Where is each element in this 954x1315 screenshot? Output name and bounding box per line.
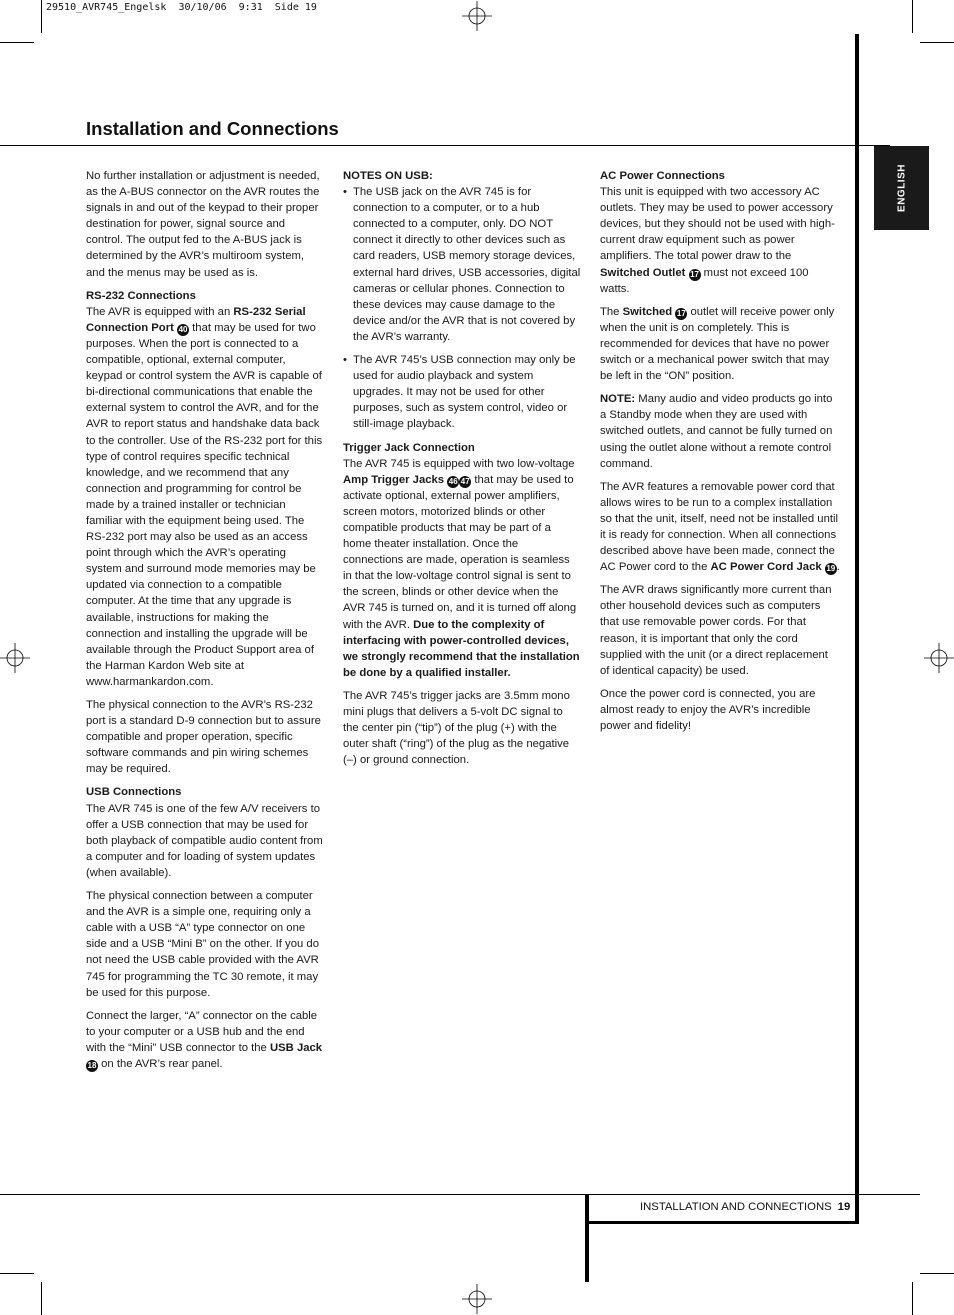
crop-mark: [920, 1273, 954, 1274]
paragraph: The AVR draws significantly more current than other household devices such as computers that use removable power cords. For that reason, it is important that only the cord supplied with the unit (or a direct replacement of identical capacity) be used.: [600, 584, 832, 677]
crop-mark: [0, 42, 34, 43]
footer-bar: [585, 1194, 589, 1282]
running-footer: [640, 1201, 850, 1213]
footer-bar: [585, 1221, 859, 1224]
paragraph: The AVR is equipped with an RS-232 Serial Connection Port 40 that may be used for two purposes. When the port is connected to a compatible, optional, external computer, keypad or control system the AVR is capable of bi-directional communications that enable the external system to control the AVR, and for the AVR to report status and handshake data back to the controller. Use of the RS-232 port for this type of control requires specific technical knowledge, and we recommend that any connection and programming for control be made by a trained installer or technician familiar with the equipment being used. The RS-232 port may also be used as an access point through which the AVR’s operating system and surround mode memories may be updated via connection to a compatible computer. At the time that any upgrade is available, instructions for making the connection and installing the upgrade will be available through the Product Support area of the Harman Kardon Web site at www.harmankardon.com.: [86, 305, 323, 688]
callout-number: 17: [690, 269, 699, 279]
crop-mark: [0, 1273, 34, 1274]
footer-label: INSTALLATION AND CONNECTIONS: [640, 1201, 832, 1213]
crop-mark: [912, 0, 913, 33]
paragraph: Once the power cord is connected, you are almost ready to enjoy the AVR’s incredible power and fidelity!: [600, 687, 816, 732]
crop-mark: [41, 1282, 42, 1315]
registration-mark: [0, 643, 30, 673]
callout-number: 19: [826, 564, 836, 574]
text-column-1: [86, 168, 324, 1079]
text-column-2: [343, 168, 581, 775]
callout-number: 17: [676, 308, 686, 318]
paragraph: The AVR 745’s trigger jacks are 3.5mm mono mini plugs that delivers a 5-volt DC signal to the center pin (“tip”) of the plug (+) with the outer shaft (“ring”) of the plug as the negative (–) or ground connection.: [343, 689, 570, 767]
callout-number: 18: [87, 1060, 97, 1070]
paragraph: The AVR features a removable power cord that allows wires to be run to a complex installation so that the unit, itself, need not be installed until it is ready for connection. When all connections described above have been made, connect the AC Power cord to the AC Power Cord Jack 19 .: [600, 480, 840, 574]
language-tab: [874, 146, 929, 230]
section-heading-usb: USB Connections: [86, 786, 182, 799]
registration-mark: [462, 1284, 492, 1314]
crop-mark: [41, 0, 42, 33]
paragraph: The AVR 745 is equipped with two low-voltage Amp Trigger Jacks 46 47 that may be used to activate optional, external power amplifiers, screen motors, motorized blinds or other compatible products that may be part of a home theater installation. Once the connections are made, operation is seamless in that the low-voltage control signal is sent to the screen, blinds or other device when the AVR 745 is turned on, and it is turned off along with the AVR. Due to the complexity of interfacing with power-controlled devices, we strongly recommend that the installation be done by a qualified installer.: [343, 457, 580, 679]
paragraph: NOTE: Many audio and video products go into a Standby mode when they are used with switched outlets, and cannot be fully turned on using the outlet alone without a remote control command.: [600, 393, 833, 470]
callout-number: 46: [448, 476, 458, 486]
page-number: 19: [837, 1201, 851, 1213]
paragraph: This unit is equipped with two accessory AC outlets. They may be used to power accessory devices, but they should not be used with high-current draw equipment such as power amplifiers. The total power draw to the Switched Outlet 17 must not exceed 100 watts.: [600, 186, 835, 295]
paragraph: No further installation or adjustment is needed, as the A-BUS connector on the AVR routes the signals in and out of the keypad to their proper destination for power, signal source and control. The output fed to the A-BUS jack is determined by the AVR’s multiroom system, and the menus may be used as is.: [86, 170, 320, 279]
language-tab-label: ENGLISH: [896, 164, 907, 212]
section-heading-usb-notes: NOTES ON USB:: [343, 170, 433, 182]
page-edge-bar: [855, 34, 859, 1224]
crop-mark: [920, 42, 954, 43]
section-heading-rs232: RS-232 Connections: [86, 289, 196, 302]
paragraph: The physical connection to the AVR’s RS-232 port is a standard D-9 connection but to assure compatible and proper operation, specific software commands and pin wiring schemes may be required.: [86, 699, 321, 776]
section-heading-trigger: Trigger Jack Connection: [343, 441, 475, 454]
paragraph: The physical connection between a computer and the AVR is a simple one, requiring only a cable with a USB “A” type connector on one side and a USB “Mini B” on the other. If you do not need the USB cable provided with the AVR 745 for programming the TC 30 remote, it may be used for this purpose.: [86, 890, 319, 999]
paragraph: The Switched 17 outlet will receive power only when the unit is on completely. This is recommended for devices that have no power switch or a mechanical power switch that may be left in the “ON” position.: [600, 305, 835, 383]
bullet-item: • The USB jack on the AVR 745 is for connection to a computer, or to a hub connected to a computer, only. DO NOT connect it directly to other devices such as card readers, USB memory storage devices, external hard drives, USB accessories, digital cameras or cellular phones. Connection to these devices may cause damage to the device and/or the AVR that is not covered by the AVR’s warranty.: [343, 184, 581, 345]
paragraph: Connect the larger, “A” connector on the cable to your computer or a USB hub and the end with the “Mini” USB connector to the USB Jack 18 on the AVR’s rear panel.: [86, 1009, 323, 1070]
text-column-3: [600, 168, 840, 741]
section-heading-ac-power: AC Power Connections: [600, 170, 725, 182]
paragraph: The AVR 745 is one of the few A/V receivers to offer a USB connection that may be used for both playback of compatible audio content from a computer and for loading of system updates (when available).: [86, 802, 323, 879]
registration-mark: [924, 643, 954, 673]
registration-mark: [462, 1, 492, 31]
bullet-item: • The AVR 745’s USB connection may only be used for audio playback and system upgrades. It may not be used for other purposes, such as system control, video or still-image playback.: [343, 352, 581, 432]
crop-mark: [912, 1282, 913, 1315]
callout-number: 47: [460, 476, 470, 486]
print-slug: 29510_AVR745_Engelsk 30/10/06 9:31 Side 19: [46, 2, 317, 13]
page-title: Installation and Connections: [86, 118, 339, 139]
callout-number: 40: [178, 324, 188, 334]
title-divider: [0, 145, 890, 146]
footer-divider: [0, 1194, 920, 1195]
